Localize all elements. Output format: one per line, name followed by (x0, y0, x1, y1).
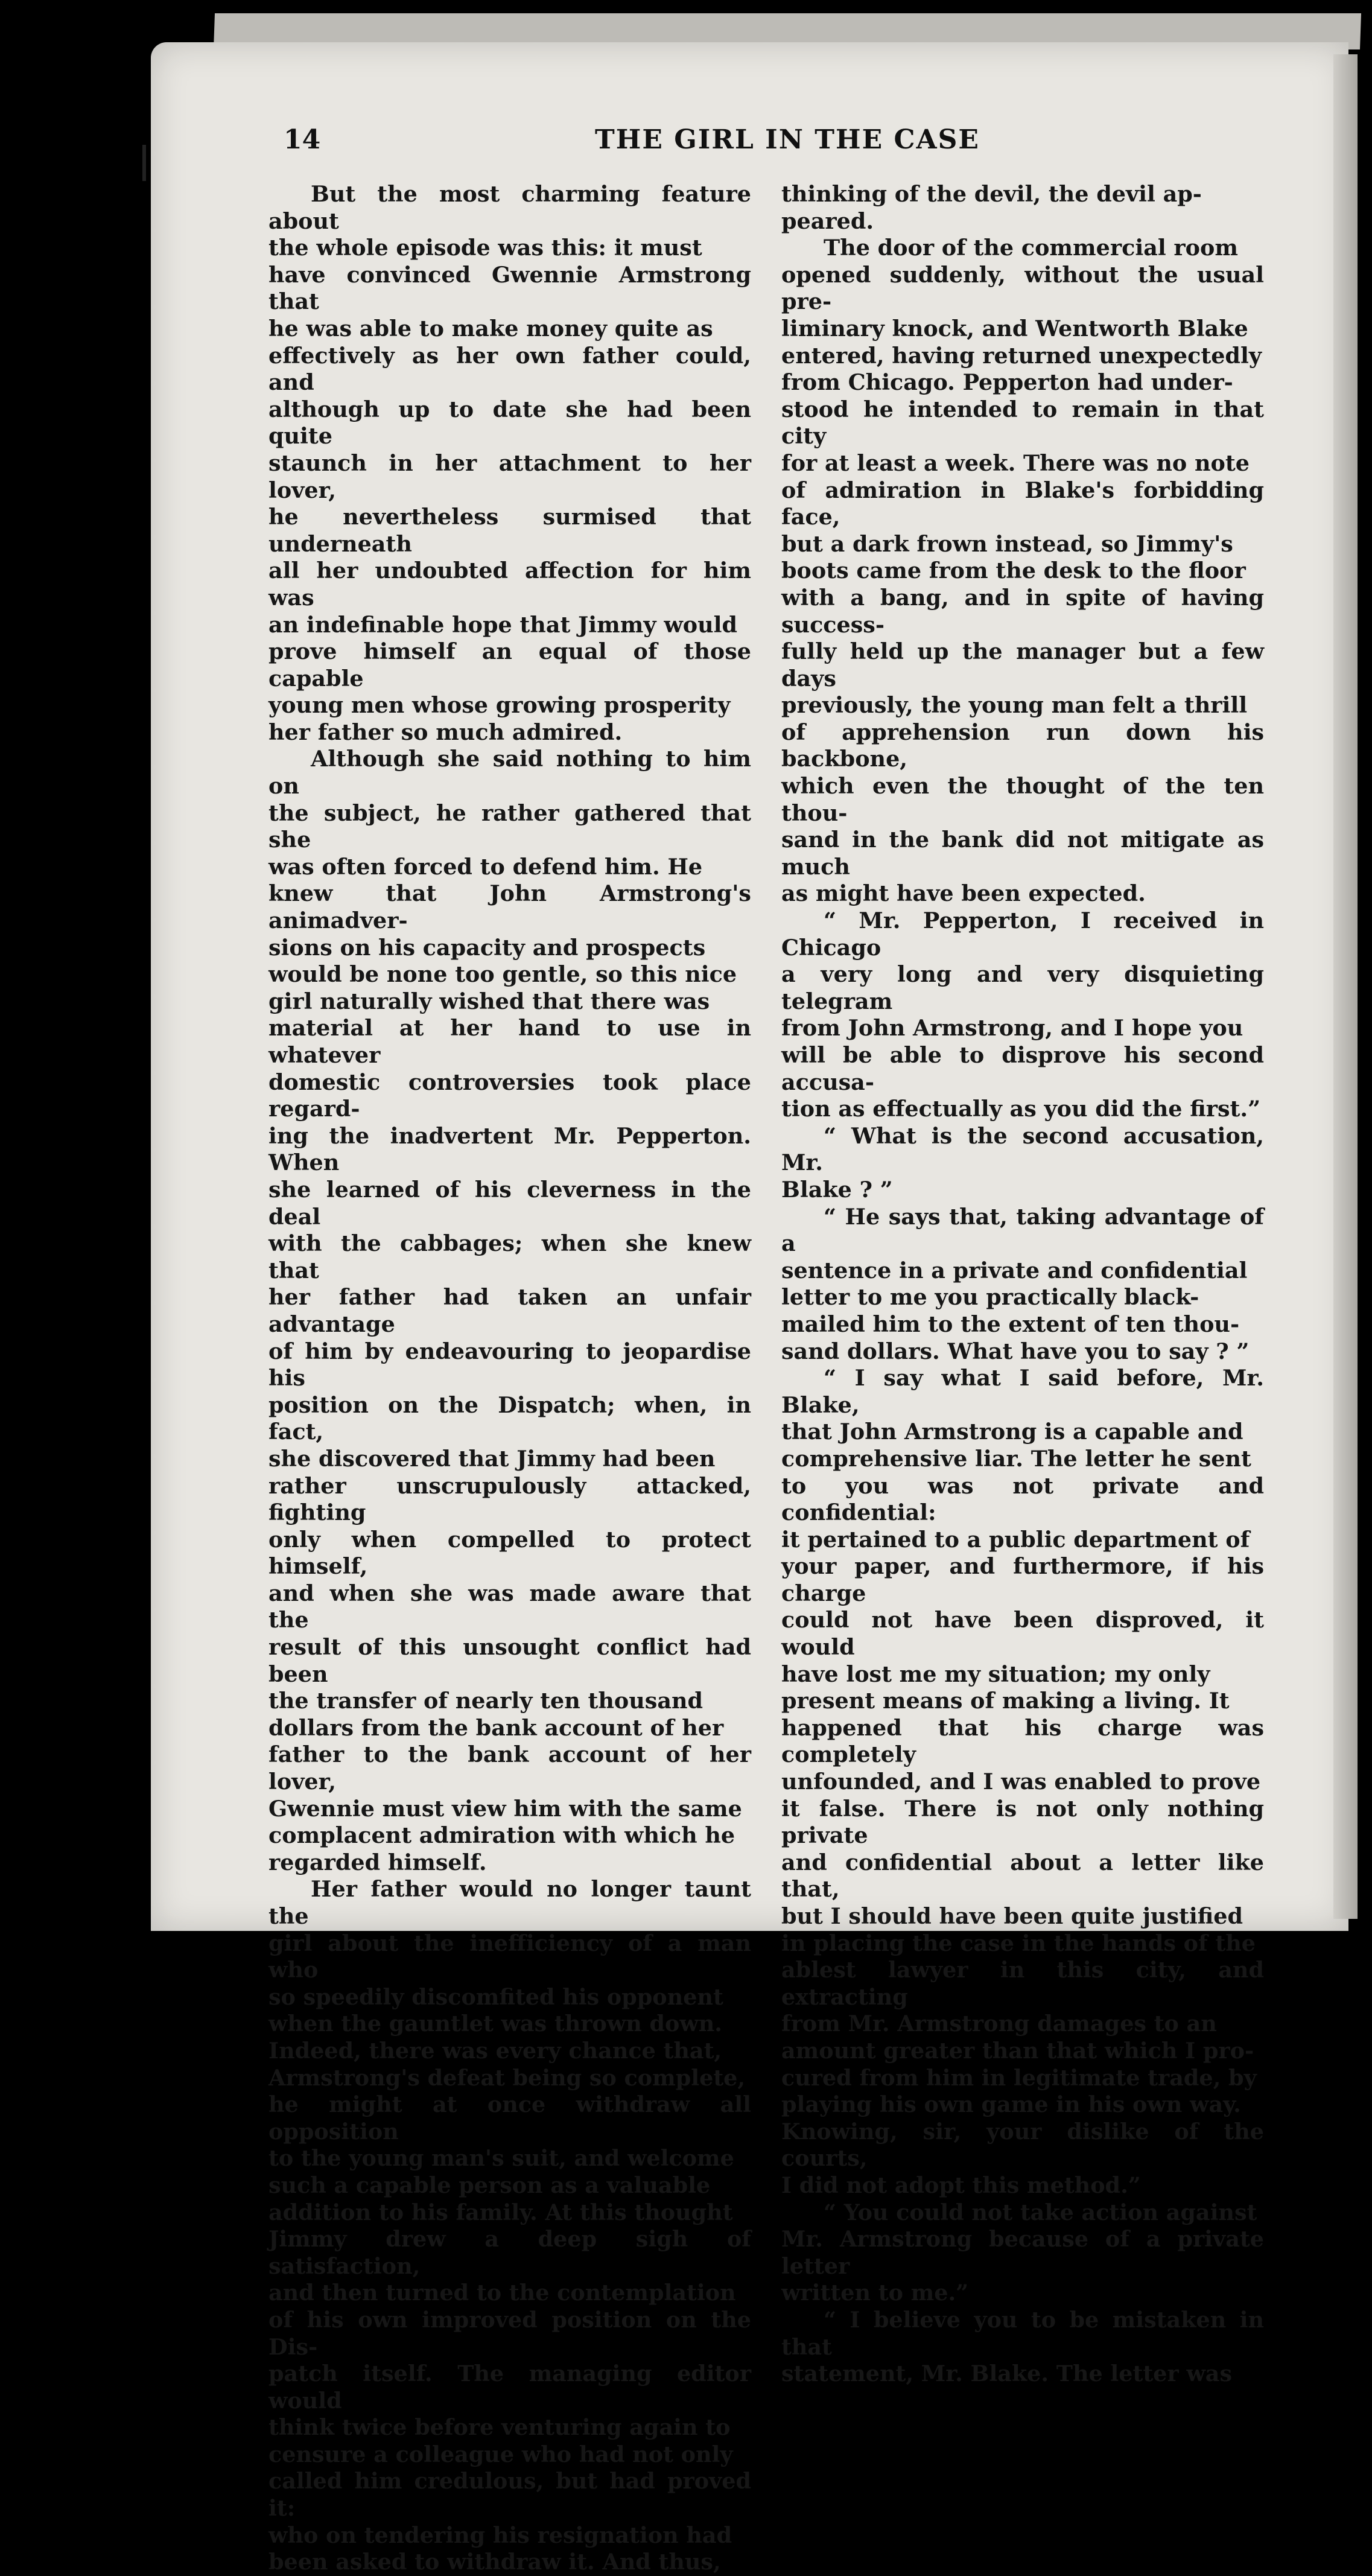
right-paragraph: “ What is the second accusation, Mr. Blake ? ” (781, 1122, 1264, 1203)
page-edge-right (1333, 54, 1358, 1919)
right-paragraph: “ I say what I said before, Mr. Blake, that John Armstrong is a capable and comprehensive liar. The letter he sent to you was not private and confidential: it pertained to a public department of your paper, and furthermore, if his charge could not have been disproved, it would have lost me my situation; my only present means of making a living. It happened that his charge was completely unfounded, and I was enabled to prove it false. There is not only nothing private and confidential about a letter like that, but I should have been quite justified in placing the case in the hands of the ablest lawyer in this city, and extracting from Mr. Armstrong damages to an amount greater than that which I pro- cured from him in legitimate trade, by playing his own game in his own way. Knowing, sir, your dislike of the courts, I did not adopt this method.” (781, 1365, 1264, 2198)
left-paragraph: Her father would no longer taunt the girl about the inefficiency of a man who so speedily discomfited his opponent when the gauntlet was thrown down. Indeed, there was every chance that, Armstrong's defeat being so complete, he might at once withdraw all opposition to the young man's suit, and welcome such a capable person as a valuable addition to his family. At this thought Jimmy drew a deep sigh of satisfaction, and then turned to the contemplation of his own improved position on the Dis- patch itself. The managing editor would think twice before venturing again to censure a colleague who had not only called him credulous, but had proved it: who on tendering his resignation had been asked to withdraw it. And thus, (268, 1876, 751, 2575)
right-paragraph: The door of the commercial room opened suddenly, without the usual pre- liminary knock, and Wentworth Blake entered, having returned unexpectedly from Chicago. Pepperton had under- stood he intended to remain in that city for at least a week. There was no note of admiration in Blake's forbidding face, but a dark frown instead, so Jimmy's boots came from the desk to the floor with a bang, and in spite of having success- fully held up the manager but a few days previously, the young man felt a thrill of apprehension run down his backbone, which even the thought of the ten thou- sand in the bank did not mitigate as much as might have been expected. (781, 235, 1264, 907)
right-paragraph: “ You could not take action against Mr. Armstrong because of a private letter written to me.” (781, 2199, 1264, 2306)
right-paragraph: “ He says that, taking advantage of a sentence in a private and confidential letter to me you practically black- mailed him to the extent of ten thou- sand dollars. What have you to say ? ” (781, 1203, 1264, 1364)
margin-mark (142, 145, 146, 181)
right-paragraph: “ I believe you to be mistaken in that statement, Mr. Blake. The letter was (781, 2306, 1264, 2387)
page-number: 14 (284, 124, 321, 155)
left-paragraph: Although she said nothing to him on the subject, he rather gathered that she was often forced to defend him. He knew that John Armstrong's animadver- sions on his capacity and prospects would be none too gentle, so this nice girl naturally wished that there was material at her hand to use in whatever domestic controversies took place regard- ing the inadvertent Mr. Pepperton. When she learned of his cleverness in the deal with the cabbages; when she knew that her father had taken an unfair advantage of him by endeavouring to jeopardise his position on the Dispatch; when, in fact, she discovered that Jimmy had been rather unscrupulously attacked, fighting only when compelled to protect himself, and when she was made aware that the result of this unsought conflict had been the transfer of nearly ten thousand dollars from the bank account of her father to the bank account of her lover, Gwennie must view him with the same complacent admiration with which he regarded himself. (268, 746, 751, 1875)
right-paragraph: “ Mr. Pepperton, I received in Chicago a very long and very disquieting telegram from John Armstrong, and I hope you will be able to disprove his second accusa- tion as effectually as you did the first.” (781, 908, 1264, 1122)
running-title: THE GIRL IN THE CASE (595, 124, 980, 155)
right-column (781, 181, 1264, 2388)
right-paragraph: thinking of the devil, the devil ap- peared. (781, 181, 1202, 234)
left-paragraph: But the most charming feature about the whole episode was this: it must have convinced Gwennie Armstrong that he was able to make money quite as effectively as her own father could, and although up to date she had been quite staunch in her attachment to her lover, he nevertheless surmised that underneath all her undoubted affection for him was an indefinable hope that Jimmy would prove himself an equal of those capable young men whose growing prosperity her father so much admired. (268, 181, 751, 745)
left-column (268, 181, 751, 2576)
page-header (284, 124, 1267, 167)
